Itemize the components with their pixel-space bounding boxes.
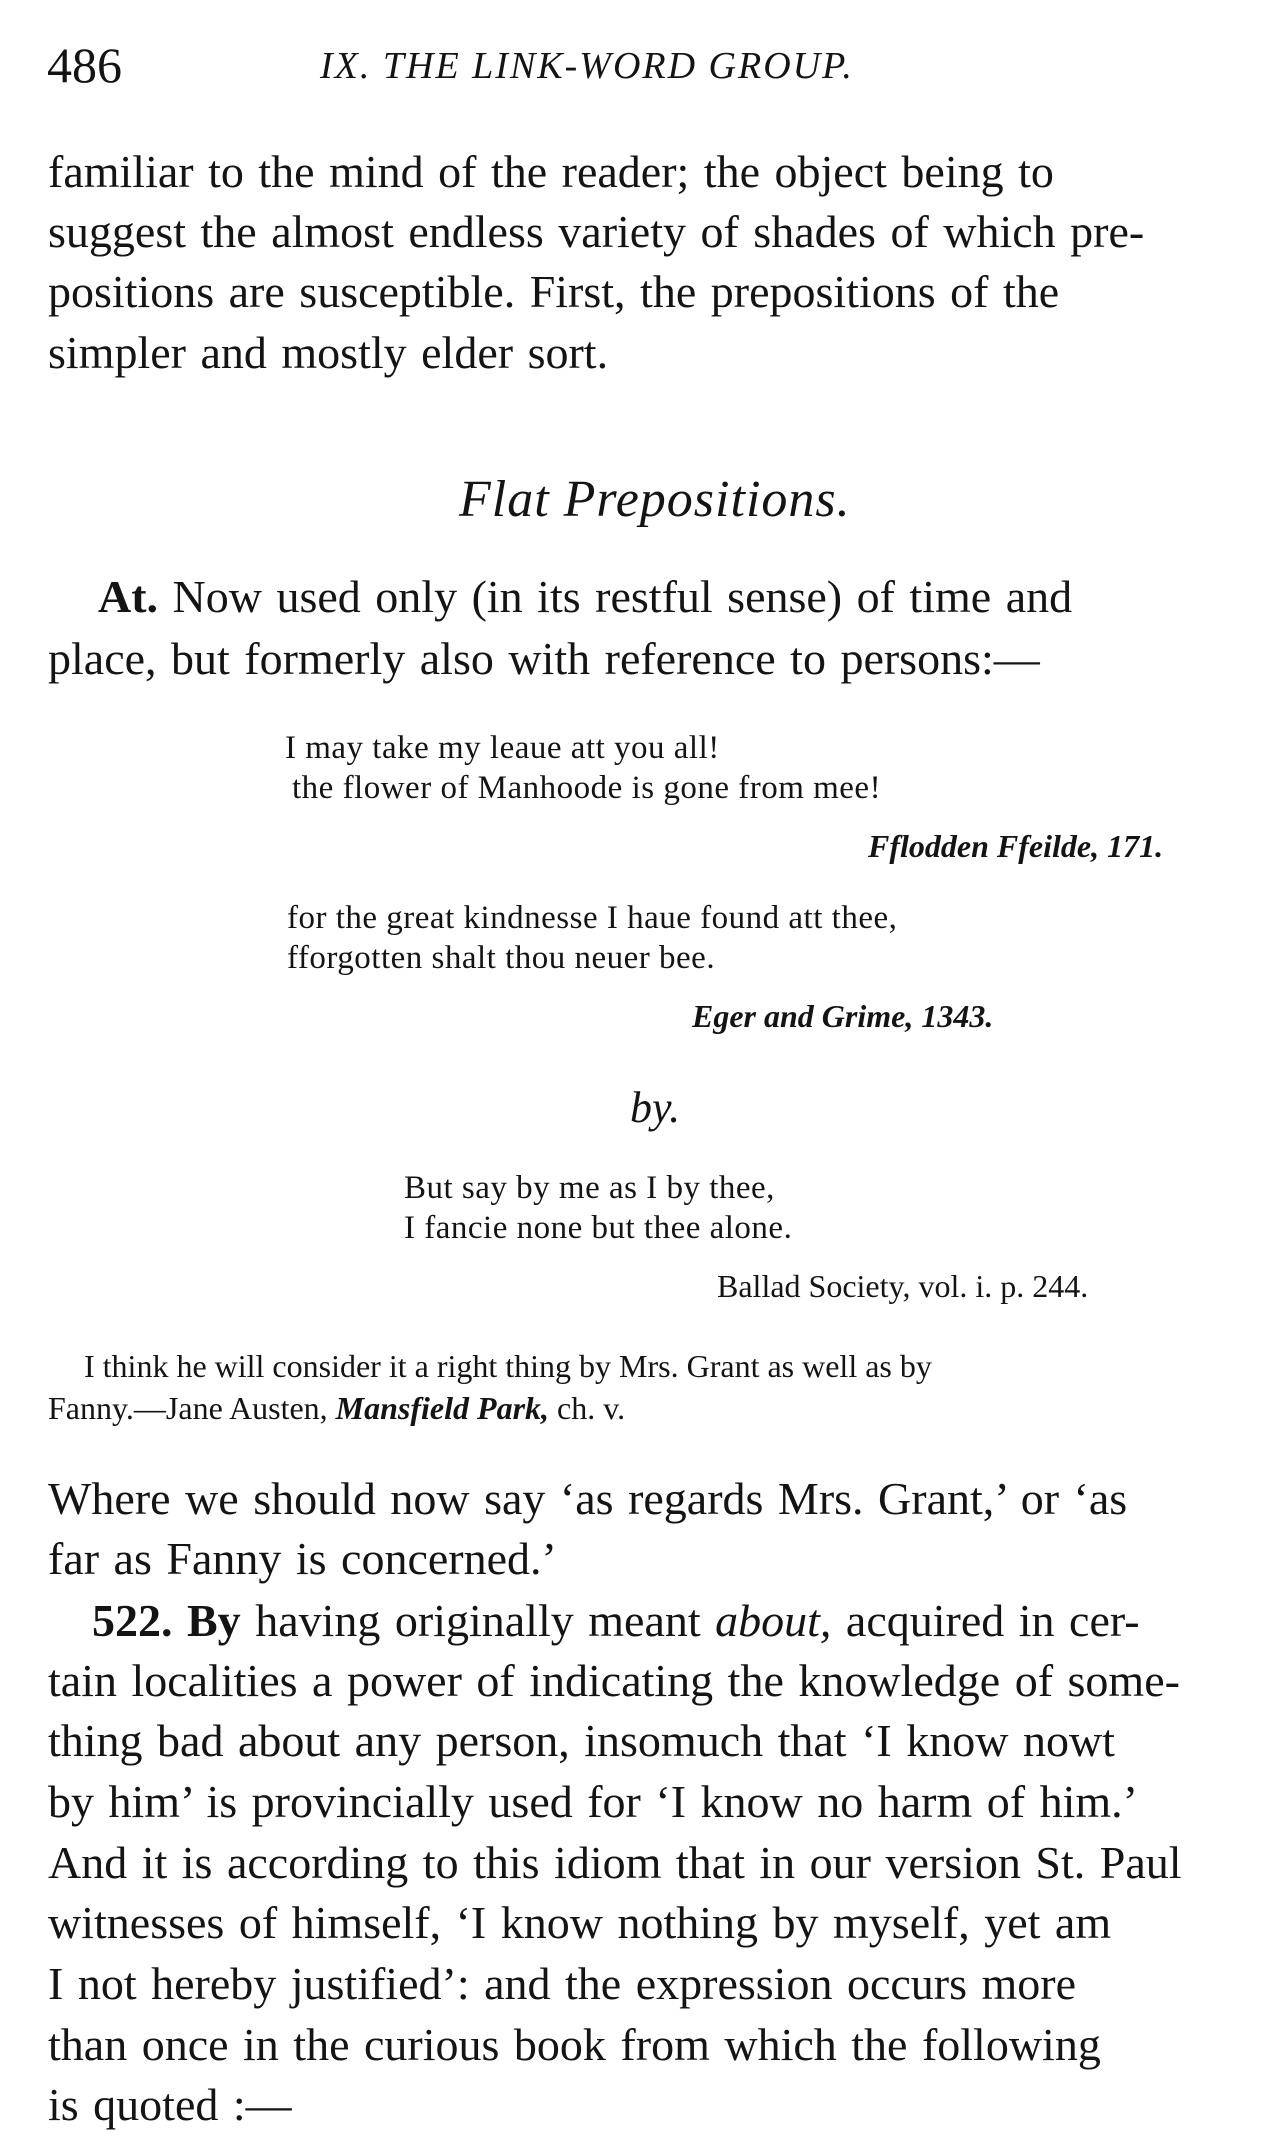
- at-term: At.: [98, 571, 159, 622]
- para-522-line-1: [92, 1594, 1140, 1647]
- austen-chapter: ch. v.: [549, 1390, 626, 1426]
- para-522-line: And it is according to this idiom that in our version St. Paul: [48, 1837, 1182, 1888]
- para-522-line: thing bad about any person, insomuch that ‘I know nowt: [48, 1715, 1115, 1766]
- verse-line: I fancie none but thee alone.: [404, 1210, 793, 1246]
- austen-quote-line-1: I think he will consider it a right thing by Mrs. Grant as well as by: [84, 1348, 932, 1384]
- intro-line: positions are susceptible. First, the prepositions of the: [48, 266, 1060, 317]
- para-522-line: is quoted :—: [48, 2079, 292, 2130]
- intro-line: suggest the almost endless variety of shades of which pre-: [48, 206, 1145, 257]
- para-522-line: witnesses of himself, ‘I know nothing by myself, yet am: [48, 1897, 1112, 1948]
- verse-line: for the great kindnesse I haue found att thee,: [287, 900, 898, 936]
- para-522-line: I not hereby justified’: and the expression occurs more: [48, 1958, 1077, 2009]
- by-heading: by.: [630, 1083, 681, 1132]
- austen-book-title: Mansfield Park,: [335, 1390, 550, 1426]
- citation: Fflodden Ffeilde, 171.: [868, 828, 1164, 864]
- intro-line: simpler and mostly elder sort.: [48, 327, 609, 378]
- austen-quote-line-2: [48, 1390, 625, 1427]
- verse-line: fforgotten shalt thou neuer bee.: [287, 940, 716, 976]
- page-number: 486: [47, 37, 122, 93]
- at-entry-text: Now used only (in its restful sense) of time and: [172, 571, 1073, 622]
- body-line: Where we should now say ‘as regards Mrs. Grant,’ or ‘as: [48, 1473, 1128, 1524]
- para-number: 522.: [92, 1595, 173, 1646]
- intro-line: familiar to the mind of the reader; the object being to: [48, 146, 1054, 197]
- para-522-line: than once in the curious book from which the following: [48, 2019, 1101, 2070]
- verse-line: the flower of Manhoode is gone from mee!: [292, 770, 882, 806]
- citation: Ballad Society, vol. i. p. 244.: [717, 1268, 1089, 1304]
- citation: Eger and Grime, 1343.: [692, 998, 994, 1034]
- para-text: having originally meant: [240, 1595, 716, 1646]
- para-522-line: by him’ is provincially used for ‘I know no harm of him.’: [48, 1776, 1138, 1827]
- body-line: far as Fanny is concerned.’: [48, 1533, 557, 1584]
- by-term: By: [187, 1595, 241, 1646]
- austen-text: Fanny.—Jane Austen,: [48, 1390, 336, 1426]
- running-title: IX. THE LINK-WORD GROUP.: [320, 45, 854, 87]
- para-text: acquired in cer-: [831, 1595, 1140, 1646]
- verse-line: But say by me as I by thee,: [404, 1170, 775, 1206]
- at-entry-line-1: [98, 570, 1072, 623]
- at-entry-line-2: place, but formerly also with reference to persons:—: [48, 633, 1040, 684]
- para-522-line: tain localities a power of indicating the knowledge of some-: [48, 1655, 1180, 1706]
- about-emphasis: about,: [715, 1595, 832, 1646]
- verse-line: I may take my leaue att you all!: [285, 730, 720, 766]
- section-heading: Flat Prepositions.: [459, 471, 851, 528]
